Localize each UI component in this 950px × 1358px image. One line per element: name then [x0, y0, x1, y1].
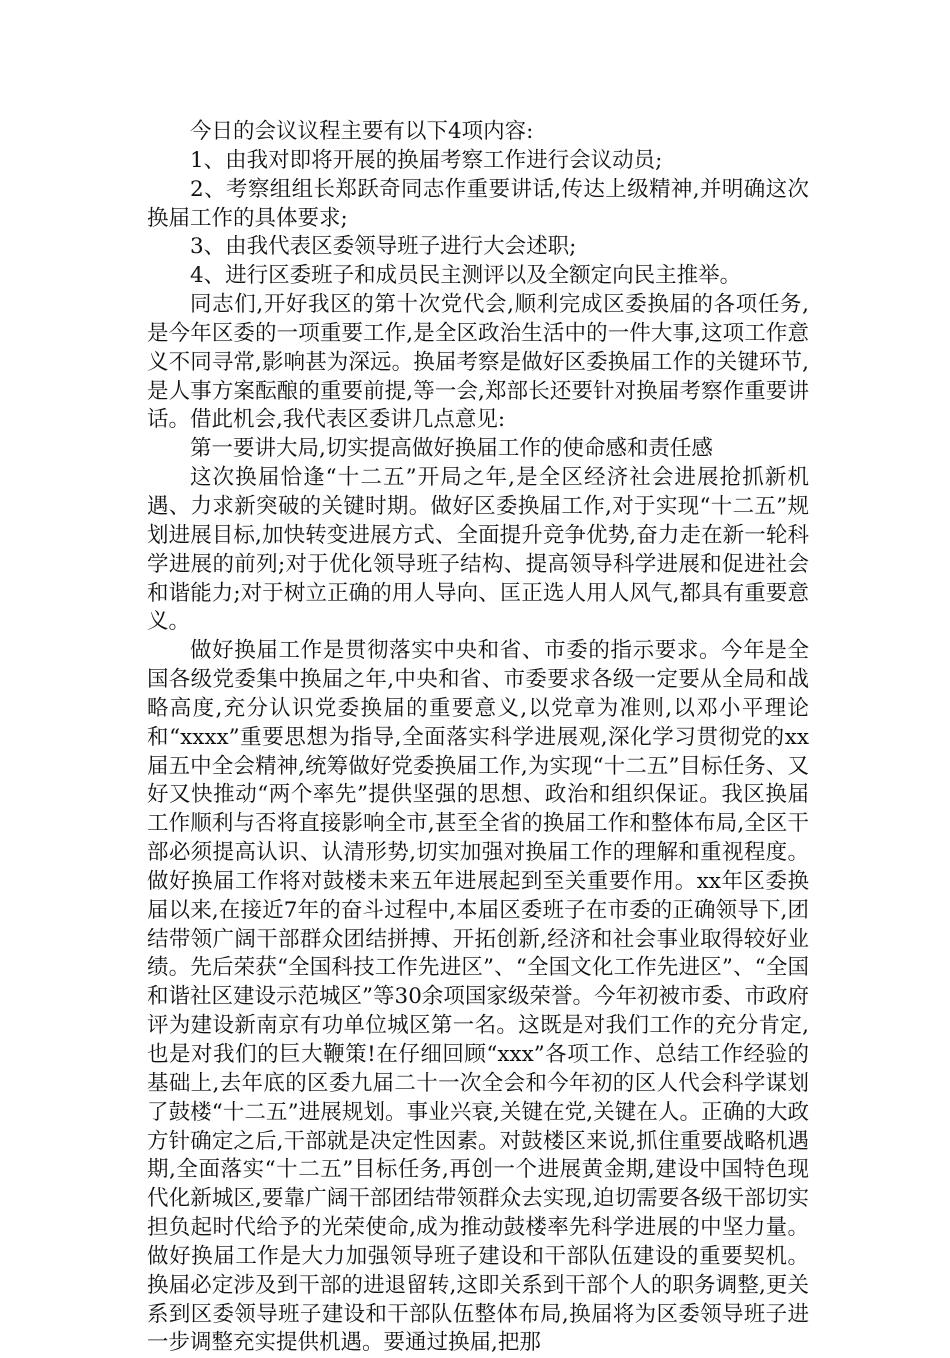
- section-heading-first-point: 第一要讲大局,切实提高做好换届工作的使命感和责任感: [190, 436, 713, 462]
- paragraph-agenda-intro: 今日的会议议程主要有以下4项内容:: [190, 119, 534, 144]
- paragraph-opening-remarks: 同志们,开好我区的第十次党代会,顺利完成区委换届的各项任务,是今年区委的一项重要工作,是全区政治生活中的一件大事,这项工作意义不同寻常,影响甚为深远。换届考察是做好区委换届工作的关键环节,是人事方案酝酿的重要前提,等一会,郑部长还要针对换届考察作重要讲话。借此机会,我代表区委讲几点意见:: [147, 292, 809, 433]
- paragraph-agenda-item-1: 1、由我对即将开展的换届考察工作进行会议动员;: [190, 147, 663, 173]
- paragraph-requirements: 做好换届工作是贯彻落实中央和省、市委的指示要求。今年是全国各级党委集中换届之年,中央和省、市委要求各级一定要从全局和战略高度,充分认识党委换届的重要意义,以党章为准则,以邓小平理论和“xxxx”重要思想为指导,全面落实科学进展观,深化学习贯彻党的xx届五中全会精神,统筹做好党委换届工作,为实现“十二五”目标任务、又好又快推动“两个率先”提供坚强的思想、政治和组织保证。我区换届工作顺利与否将直接影响全市,甚至全省的换届工作和整体布局,全区干部必须提高认识、认清形势,切实加强对换届工作的理解和重视程度。做好换届工作将对鼓楼未来五年进展起到至关重要作用。xx年区委换届以来,在接近7年的奋斗过程中,本届区委班子在市委的正确领导下,团结带领广阔干部群众团结拼搏、开拓创新,经济和社会事业取得较好业绩。先后荣获“全国科技工作先进区”、“全国文化工作先进区”、“全国和谐社区建设示范城区”等30余项国家级荣誉。今年初被市委、市政府评为建设新南京有功单位城区第一名。这既是对我们工作的充分肯定,也是对我们的巨大鞭策!在仔细回顾“xxx”各项工作、总结工作经验的基础上,去年底的区委九届二十一次全会和今年初的区人代会科学谋划了鼓楼“十二五”进展规划。事业兴衰,关键在党,关键在人。正确的大政方针确定之后,干部就是决定性因素。对鼓楼区来说,抓住重要战略机遇期,全面落实“十二五”目标任务,再创一个进展黄金期,建设中国特色现代化新城区,要靠广阔干部团结带领群众去实现,迫切需要各级干部切实担负起时代给予的光荣使命,成为推动鼓楼率先科学进展的中坚力量。做好换届工作是大力加强领导班子建设和干部队伍建设的重要契机。换届必定涉及到干部的进退留转,这即关系到干部个人的职务调整,更关系到区委领导班子建设和干部队伍整体布局,换届将为区委领导班子进一步调整充实提供机遇。要通过换届,把那: [147, 638, 809, 1356]
- paragraph-agenda-item-4: 4、进行区委班子和成员民主测评以及全额定向民主推举。: [190, 263, 742, 289]
- paragraph-agenda-item-3: 3、由我代表区委领导班子进行大会述职;: [190, 234, 577, 260]
- paragraph-agenda-item-2: 2、考察组组长郑跃奇同志作重要讲话,传达上级精神,并明确这次换届工作的具体要求;: [147, 176, 809, 231]
- document-body: [147, 118, 809, 1358]
- paragraph-significance: 这次换届恰逢“十二五”开局之年,是全区经济社会进展抢抓新机遇、力求新突破的关键时期。做好区委换届工作,对于实现“十二五”规划进展目标,加快转变进展方式、全面提升竞争优势,奋力走在新一轮科学进展的前列;对于优化领导班子结构、提高领导科学进展和促进社会和谐能力;对于树立正确的用人导向、匡正选人用人风气,都具有重要意义。: [147, 465, 809, 635]
